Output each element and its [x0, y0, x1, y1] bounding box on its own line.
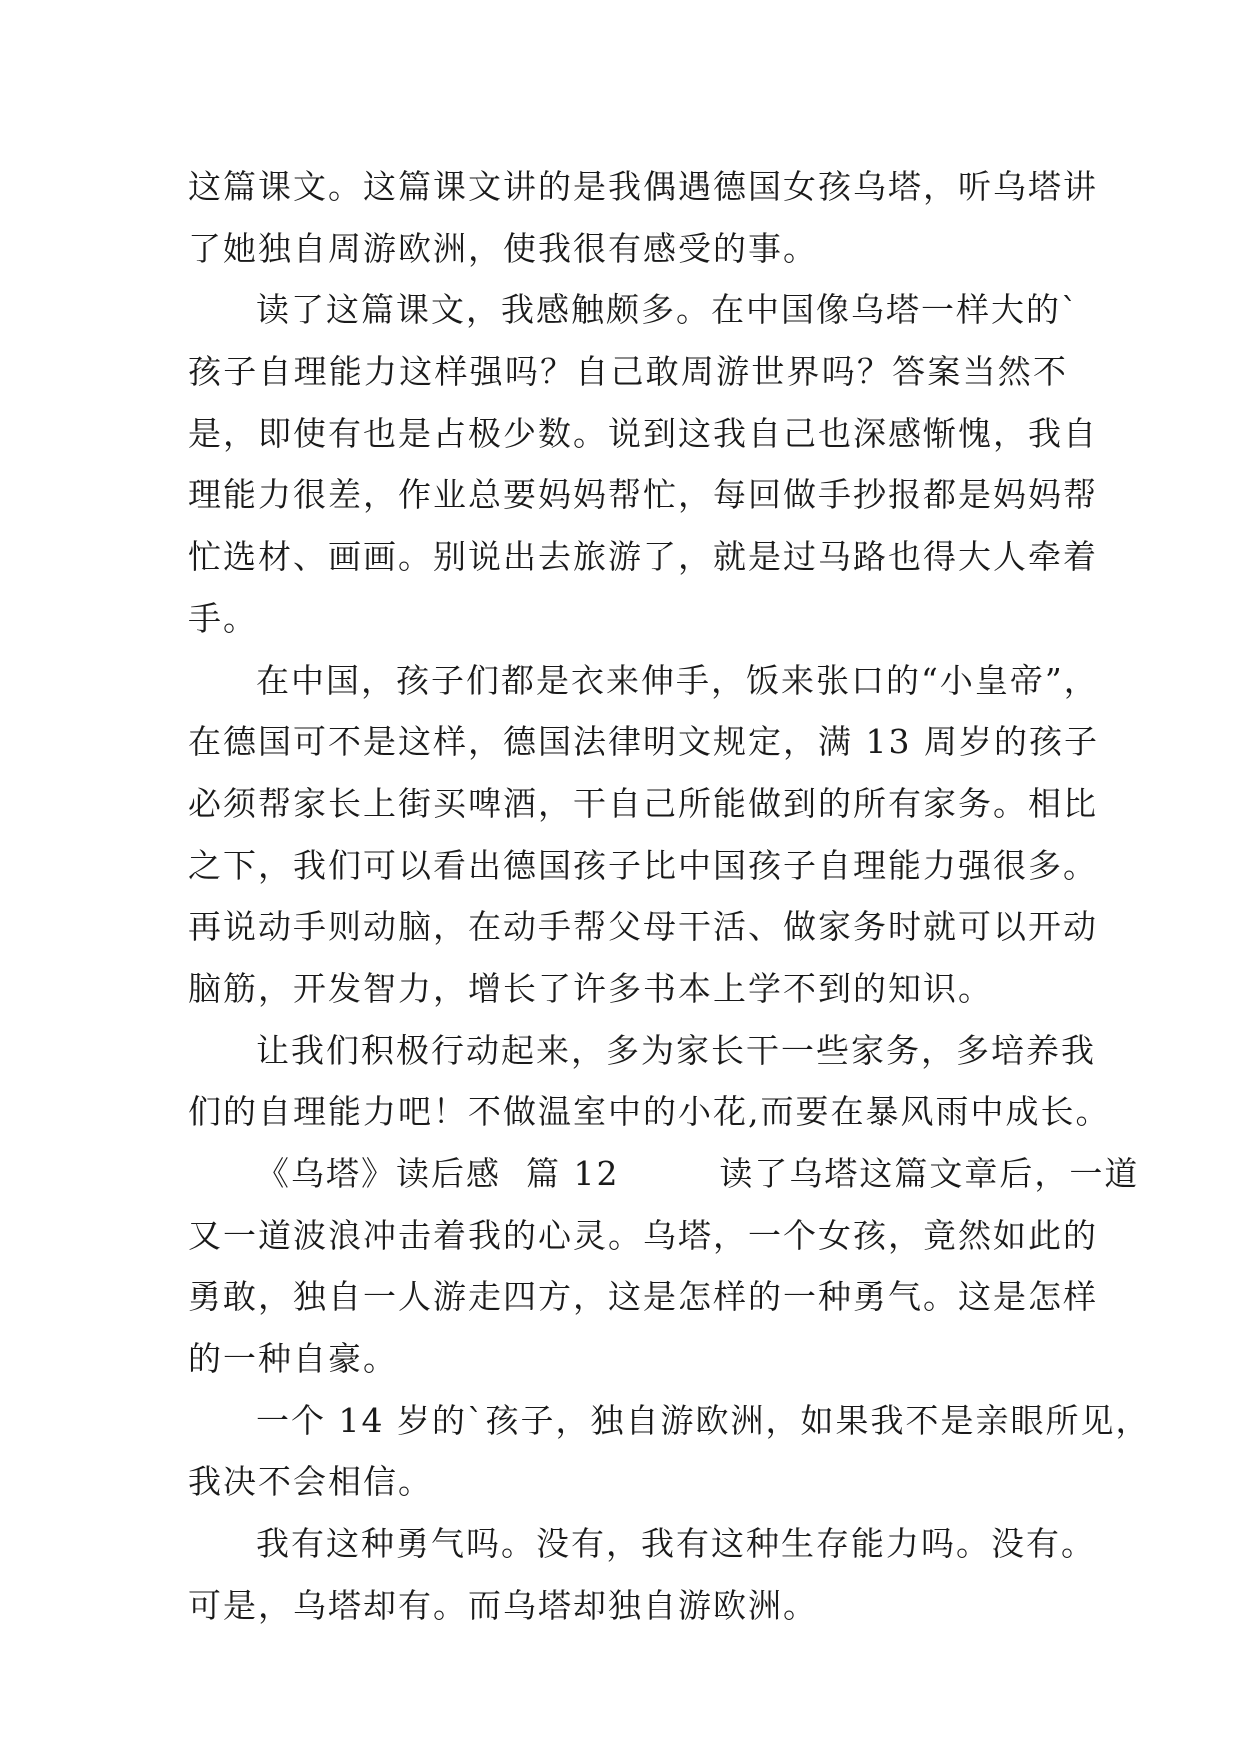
- text-line: 可是，乌塔却有。而乌塔却独自游欧洲。: [188, 1585, 818, 1625]
- text-line: 我决不会相信。: [188, 1462, 433, 1502]
- text-line: 我有这种勇气吗。没有，我有这种生存能力吗。没有。: [256, 1524, 1096, 1564]
- text-line: 再说动手则动脑，在动手帮父母干活、做家务时就可以开动: [188, 907, 1098, 947]
- text-line: 《乌塔》读后感 篇 12 读了乌塔这篇文章后，一道: [256, 1154, 1140, 1193]
- text-line: 勇敢，独自一人游走四方，这是怎样的一种勇气。这是怎样: [188, 1277, 1098, 1317]
- text-line: 在中国，孩子们都是衣来伸手，饭来张口的“小皇帝”，: [256, 660, 1099, 700]
- text-line: 又一道波浪冲击着我的心灵。乌塔，一个女孩，竟然如此的: [188, 1215, 1098, 1255]
- text-line: 手。: [188, 598, 258, 638]
- text-line: 让我们积极行动起来，多为家长干一些家务，多培养我: [256, 1030, 1096, 1070]
- text-line: 读了这篇课文，我感触颇多。在中国像乌塔一样大的`: [256, 290, 1080, 330]
- text-line: 必须帮家长上街买啤酒，干自己所能做到的所有家务。相比: [188, 783, 1098, 823]
- text-line: 理能力很差，作业总要妈妈帮忙，每回做手抄报都是妈妈帮: [188, 475, 1098, 515]
- text-line: 忙选材、画画。别说出去旅游了，就是过马路也得大人牵着: [188, 537, 1098, 577]
- text-line: 在德国可不是这样，德国法律明文规定，满 13 周岁的孩子: [188, 722, 1099, 762]
- text-line: 脑筋，开发智力，增长了许多书本上学不到的知识。: [188, 968, 993, 1008]
- text-line: 之下，我们可以看出德国孩子比中国孩子自理能力强很多。: [188, 845, 1098, 885]
- text-line: 的一种自豪。: [188, 1339, 398, 1379]
- text-line: 孩子自理能力这样强吗？自己敢周游世界吗？答案当然不: [188, 352, 1068, 392]
- text-line: 们的自理能力吧！不做温室中的小花,而要在暴风雨中成长。: [188, 1092, 1111, 1132]
- text-line: 这篇课文。这篇课文讲的是我偶遇德国女孩乌塔，听乌塔讲: [188, 167, 1098, 206]
- text-line: 了她独自周游欧洲，使我很有感受的事。: [188, 228, 818, 268]
- text-line: 是，即使有也是占极少数。说到这我自己也深感惭愧，我自: [188, 413, 1098, 453]
- text-line: 一个 14 岁的`孩子，独自游欧洲，如果我不是亲眼所见，: [256, 1400, 1151, 1440]
- document-page: [188, 156, 1151, 1637]
